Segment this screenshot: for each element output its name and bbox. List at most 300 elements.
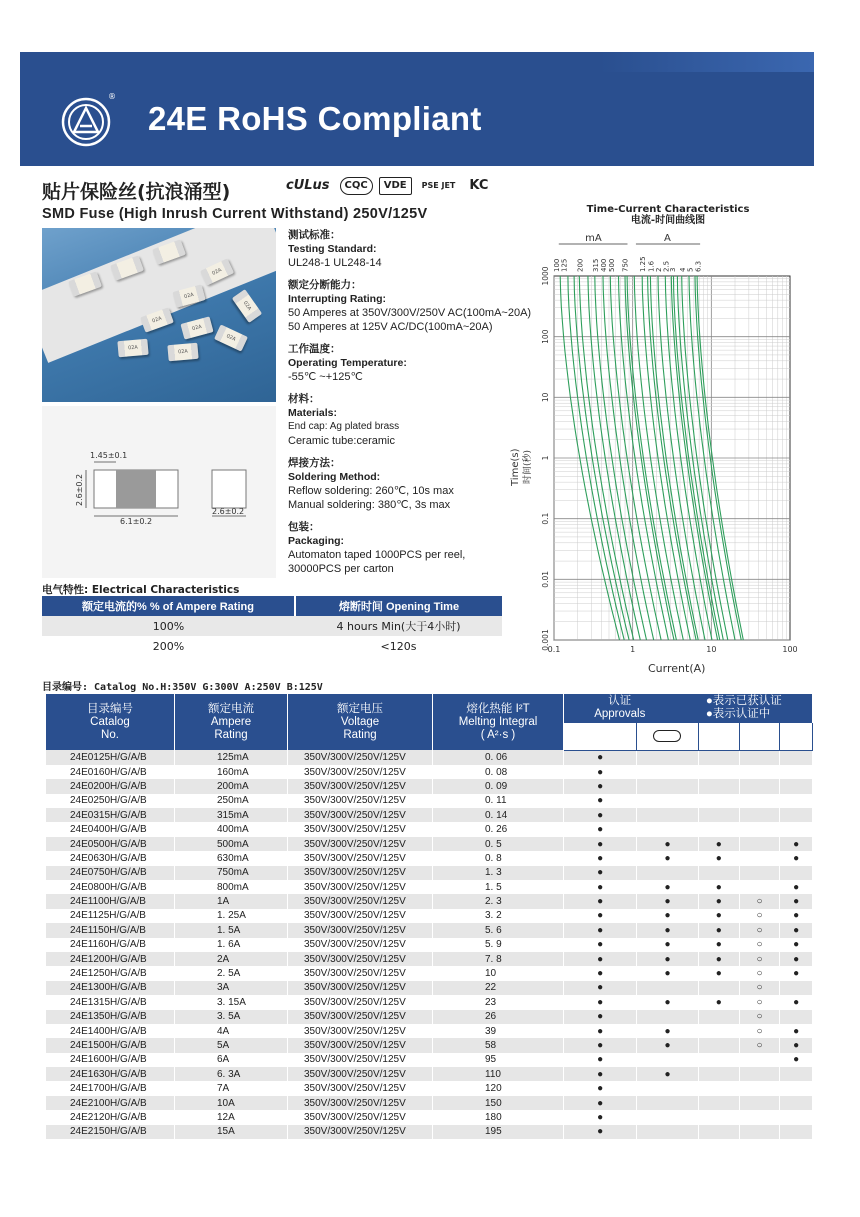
approval-mark bbox=[780, 1067, 813, 1081]
approval-mark: ● bbox=[564, 1053, 637, 1067]
table-cell: 350V/300V/250V/125V bbox=[288, 750, 433, 765]
x-tick-label: 100 bbox=[782, 645, 798, 654]
approval-mark bbox=[698, 765, 739, 779]
table-cell: 24E1100H/G/A/B bbox=[46, 894, 175, 908]
table-cell: 0. 09 bbox=[433, 779, 564, 793]
table-cell: 24E1400H/G/A/B bbox=[46, 1024, 175, 1038]
spec-label-en: Interrupting Rating: bbox=[288, 293, 386, 305]
table-cell: 350V/300V/250V/125V bbox=[288, 1067, 433, 1081]
header-line: Melting Integral bbox=[458, 715, 538, 728]
approval-mark: ● bbox=[698, 938, 739, 952]
header-line: Ampere bbox=[210, 715, 252, 728]
table-cell: 24E0125H/G/A/B bbox=[46, 750, 175, 765]
table-cell: 10A bbox=[175, 1096, 288, 1110]
table-cell: 6A bbox=[175, 1053, 288, 1067]
approval-mark bbox=[780, 822, 813, 836]
approval-mark bbox=[739, 851, 779, 865]
spec-value: UL248-1 UL248-14 bbox=[288, 257, 382, 269]
table-row bbox=[46, 1110, 813, 1124]
approval-mark bbox=[780, 981, 813, 995]
approval-mark: ● bbox=[780, 938, 813, 952]
table-cell: 350V/300V/250V/125V bbox=[288, 894, 433, 908]
approval-mark: ● bbox=[564, 1081, 637, 1095]
approval-mark: ● bbox=[564, 750, 637, 765]
table-row bbox=[46, 1010, 813, 1024]
top-tick-label: 2.5 bbox=[662, 260, 671, 272]
approval-mark: ● bbox=[780, 1053, 813, 1067]
approval-mark bbox=[780, 1010, 813, 1024]
approval-mark: ● bbox=[564, 1038, 637, 1052]
table-row bbox=[46, 1038, 813, 1052]
time-current-chart bbox=[508, 226, 808, 686]
table-cell: 350V/300V/250V/125V bbox=[288, 1010, 433, 1024]
approval-mark bbox=[637, 750, 698, 765]
spec-value: 30000PCS per carton bbox=[288, 563, 394, 575]
approval-mark bbox=[698, 1038, 739, 1052]
table-cell: 630mA bbox=[175, 851, 288, 865]
approval-mark: ● bbox=[564, 966, 637, 980]
table-cell: 24E0400H/G/A/B bbox=[46, 822, 175, 836]
product-title-en: SMD Fuse (High Inrush Current Withstand) 250V/125V bbox=[42, 206, 428, 222]
approval-mark: ● bbox=[698, 837, 739, 851]
approval-mark: ● bbox=[780, 851, 813, 865]
spec-list bbox=[288, 228, 540, 584]
approval-mark: ● bbox=[637, 880, 698, 894]
table-cell: 750mA bbox=[175, 866, 288, 880]
approval-mark: ○ bbox=[739, 1038, 779, 1052]
approval-mark bbox=[637, 765, 698, 779]
dimension-drawing-svg bbox=[42, 406, 276, 578]
table-cell: 250mA bbox=[175, 794, 288, 808]
approval-mark: ○ bbox=[739, 909, 779, 923]
table-cell: 150 bbox=[433, 1096, 564, 1110]
table-row bbox=[46, 851, 813, 865]
top-tick-label: 5 bbox=[686, 267, 695, 272]
table-cell: 24E1630H/G/A/B bbox=[46, 1067, 175, 1081]
table-row bbox=[46, 822, 813, 836]
approval-mark bbox=[739, 794, 779, 808]
fuse-chip: 02A bbox=[167, 343, 198, 362]
table-row bbox=[46, 837, 813, 851]
approval-mark: ● bbox=[637, 851, 698, 865]
table-row bbox=[46, 909, 813, 923]
y-axis-label: Time(s) bbox=[510, 448, 521, 486]
table-row bbox=[46, 1067, 813, 1081]
fuse-chip: 02A bbox=[172, 284, 205, 307]
table-cell: 0. 08 bbox=[433, 765, 564, 779]
header-line: 目录编号 bbox=[87, 702, 133, 715]
header-line: 认证 bbox=[608, 695, 632, 708]
approval-mark bbox=[698, 1125, 739, 1139]
table-cell: 350V/300V/250V/125V bbox=[288, 808, 433, 822]
electrical-row bbox=[42, 616, 502, 636]
chart-title-block bbox=[548, 204, 788, 226]
approval-mark bbox=[637, 1081, 698, 1095]
approval-mark bbox=[698, 1010, 739, 1024]
spec-label-en: Testing Standard: bbox=[288, 243, 377, 255]
approval-mark bbox=[698, 808, 739, 822]
approval-mark bbox=[780, 794, 813, 808]
catalog-title: 目录编号: Catalog No.H:350V G:300V A:250V B:125V bbox=[42, 682, 323, 693]
approval-mark bbox=[739, 1053, 779, 1067]
approval-mark: ● bbox=[780, 837, 813, 851]
table-cell: 350V/300V/250V/125V bbox=[288, 1038, 433, 1052]
spec-label-cn: 包装： bbox=[288, 521, 320, 533]
dim-label: 6.1±0.2 bbox=[120, 517, 153, 526]
table-cell: 350V/300V/250V/125V bbox=[288, 952, 433, 966]
spec-label-en: Packaging: bbox=[288, 535, 345, 547]
approval-mark bbox=[739, 822, 779, 836]
approval-mark: ● bbox=[780, 894, 813, 908]
spec-label-en: Operating Temperature: bbox=[288, 357, 407, 369]
table-cell: 110 bbox=[433, 1067, 564, 1081]
approval-mark bbox=[739, 1125, 779, 1139]
spec-soldering-method bbox=[288, 456, 540, 512]
approval-mark: ● bbox=[564, 1024, 637, 1038]
table-cell: 24E1160H/G/A/B bbox=[46, 938, 175, 952]
approval-mark: ● bbox=[780, 1038, 813, 1052]
approval-mark: ● bbox=[564, 794, 637, 808]
table-cell: 24E1350H/G/A/B bbox=[46, 1010, 175, 1024]
approval-mark: ○ bbox=[739, 894, 779, 908]
table-cell: 24E1200H/G/A/B bbox=[46, 952, 175, 966]
approval-mark bbox=[780, 808, 813, 822]
approval-mark: ● bbox=[780, 1024, 813, 1038]
approval-mark bbox=[739, 1110, 779, 1124]
table-cell: 350V/300V/250V/125V bbox=[288, 837, 433, 851]
table-cell: 350V/300V/250V/125V bbox=[288, 995, 433, 1009]
ul-cert-icon: cULus bbox=[286, 178, 330, 193]
approval-mark: ● bbox=[780, 880, 813, 894]
approval-mark: ● bbox=[637, 1024, 698, 1038]
table-cell: 0. 11 bbox=[433, 794, 564, 808]
table-cell: 400mA bbox=[175, 822, 288, 836]
approval-mark: ● bbox=[780, 952, 813, 966]
table-row bbox=[46, 1081, 813, 1095]
approval-mark: ● bbox=[564, 808, 637, 822]
approval-mark: ● bbox=[780, 966, 813, 980]
y-tick-label: 0.001 bbox=[541, 629, 550, 651]
table-cell: 350V/300V/250V/125V bbox=[288, 822, 433, 836]
table-cell: 1. 6A bbox=[175, 938, 288, 952]
approval-mark bbox=[698, 1053, 739, 1067]
approval-mark bbox=[637, 1010, 698, 1024]
y-tick-label: 10 bbox=[541, 392, 550, 403]
table-cell: 2. 3 bbox=[433, 894, 564, 908]
table-cell: 24E0630H/G/A/B bbox=[46, 851, 175, 865]
top-tick-label: 400 bbox=[600, 258, 609, 272]
y-tick-label: 0.01 bbox=[541, 570, 550, 588]
approval-mark: ● bbox=[637, 923, 698, 937]
table-cell: 350V/300V/250V/125V bbox=[288, 981, 433, 995]
approval-mark: ● bbox=[698, 923, 739, 937]
y-tick-label: 100 bbox=[541, 329, 550, 344]
approval-mark: ○ bbox=[739, 981, 779, 995]
approval-mark bbox=[698, 794, 739, 808]
kc-cert-icon: KC bbox=[469, 178, 489, 193]
approval-mark bbox=[637, 822, 698, 836]
approval-mark: ● bbox=[780, 995, 813, 1009]
approval-mark bbox=[637, 866, 698, 880]
table-row bbox=[46, 966, 813, 980]
approval-mark: ● bbox=[637, 909, 698, 923]
table-cell: 200mA bbox=[175, 779, 288, 793]
approval-mark bbox=[739, 1067, 779, 1081]
approval-mark: ○ bbox=[739, 923, 779, 937]
table-cell: 350V/300V/250V/125V bbox=[288, 851, 433, 865]
approval-mark bbox=[739, 1096, 779, 1110]
cqc-cert-icon: CQC bbox=[340, 177, 373, 195]
approval-mark bbox=[637, 808, 698, 822]
table-cell: 0. 14 bbox=[433, 808, 564, 822]
top-tick-label: 125 bbox=[560, 258, 569, 272]
table-cell: 350V/300V/250V/125V bbox=[288, 1096, 433, 1110]
spec-value: 50 Amperes at 350V/300V/250V AC(100mA~20A) bbox=[288, 307, 532, 319]
approval-mark: ● bbox=[780, 909, 813, 923]
y-tick-label: 0.1 bbox=[541, 512, 550, 525]
approval-mark bbox=[698, 1096, 739, 1110]
approval-mark bbox=[739, 750, 779, 765]
approval-mark bbox=[637, 1110, 698, 1124]
table-cell: 350V/300V/250V/125V bbox=[288, 909, 433, 923]
header-line: Catalog bbox=[90, 715, 130, 728]
approval-mark bbox=[637, 1053, 698, 1067]
table-cell: 24E1500H/G/A/B bbox=[46, 1038, 175, 1052]
approval-mark: ● bbox=[564, 995, 637, 1009]
dim-label: 1.45±0.1 bbox=[90, 451, 128, 460]
table-cell: 350V/300V/250V/125V bbox=[288, 866, 433, 880]
approval-mark: ○ bbox=[739, 952, 779, 966]
header-line: Rating bbox=[343, 728, 377, 741]
table-cell: 120 bbox=[433, 1081, 564, 1095]
table-cell: 24E2150H/G/A/B bbox=[46, 1125, 175, 1139]
table-cell: 24E2120H/G/A/B bbox=[46, 1110, 175, 1124]
approval-mark: ● bbox=[564, 1110, 637, 1124]
dim-label: 2.6±0.2 bbox=[75, 473, 84, 506]
approval-mark: ● bbox=[564, 880, 637, 894]
table-cell: 0. 26 bbox=[433, 822, 564, 836]
electrical-title: 电气特性: Electrical Characteristics bbox=[42, 584, 240, 596]
approval-mark: ● bbox=[637, 837, 698, 851]
cert-logos bbox=[282, 177, 492, 195]
x-tick-label: 1 bbox=[630, 645, 636, 654]
page-title: 24E RoHS Compliant bbox=[148, 100, 482, 137]
a-bracket-label: A bbox=[664, 233, 671, 244]
table-cell: 350V/300V/250V/125V bbox=[288, 1053, 433, 1067]
electrical-row bbox=[42, 636, 502, 656]
approval-mark bbox=[698, 1081, 739, 1095]
approval-mark bbox=[739, 765, 779, 779]
spec-value: End cap: Ag plated brass bbox=[288, 421, 400, 432]
approval-mark bbox=[698, 1067, 739, 1081]
table-cell: 39 bbox=[433, 1024, 564, 1038]
approval-mark bbox=[637, 1125, 698, 1139]
approval-mark: ● bbox=[637, 952, 698, 966]
table-cell: 24E1315H/G/A/B bbox=[46, 995, 175, 1009]
spec-packaging bbox=[288, 520, 540, 576]
table-cell: 24E0200H/G/A/B bbox=[46, 779, 175, 793]
top-tick-label: 315 bbox=[591, 258, 600, 272]
table-cell: 6. 3A bbox=[175, 1067, 288, 1081]
approval-mark: ● bbox=[780, 923, 813, 937]
table-cell: 24E0250H/G/A/B bbox=[46, 794, 175, 808]
approval-mark: ● bbox=[637, 938, 698, 952]
spec-value: 50 Amperes at 125V AC/DC(100mA~20A) bbox=[288, 321, 493, 333]
x-tick-label: 10 bbox=[706, 645, 717, 654]
approval-mark: ● bbox=[698, 966, 739, 980]
approval-mark: ● bbox=[564, 1125, 637, 1139]
col-header-ampere bbox=[175, 694, 288, 750]
top-tick-label: 1.6 bbox=[647, 260, 656, 272]
table-cell: 180 bbox=[433, 1110, 564, 1124]
spec-value: Ceramic tube:ceramic bbox=[288, 435, 395, 447]
fuse-chip: 02A bbox=[200, 258, 234, 285]
approval-mark: ● bbox=[564, 779, 637, 793]
chart-subtitle: 电流-时间曲线图 bbox=[630, 215, 706, 226]
table-cell: 5A bbox=[175, 1038, 288, 1052]
table-row bbox=[46, 808, 813, 822]
approval-mark bbox=[698, 822, 739, 836]
table-row bbox=[46, 981, 813, 995]
approval-mark: ● bbox=[564, 938, 637, 952]
vde-approval-icon: VDE bbox=[698, 723, 739, 750]
approval-mark: ● bbox=[637, 1038, 698, 1052]
table-cell: 24E0800H/G/A/B bbox=[46, 880, 175, 894]
table-cell: 350V/300V/250V/125V bbox=[288, 1024, 433, 1038]
top-tick-label: 3 bbox=[668, 267, 677, 272]
spec-value: -55℃ ~+125℃ bbox=[288, 371, 363, 383]
approval-mark bbox=[637, 779, 698, 793]
fuse-chip: 02A bbox=[117, 339, 148, 358]
table-cell: 1. 5A bbox=[175, 923, 288, 937]
table-cell: 0. 06 bbox=[433, 750, 564, 765]
spec-label-cn: 材料： bbox=[288, 393, 320, 405]
approval-mark: ● bbox=[564, 866, 637, 880]
approval-mark: ● bbox=[564, 822, 637, 836]
table-cell: 350V/300V/250V/125V bbox=[288, 966, 433, 980]
approval-mark bbox=[739, 779, 779, 793]
table-cell: 1. 5 bbox=[433, 880, 564, 894]
approval-mark bbox=[780, 1125, 813, 1139]
table-row bbox=[46, 1096, 813, 1110]
fuse-chip: 02A bbox=[180, 316, 213, 339]
table-row bbox=[46, 952, 813, 966]
spec-label-cn: 额定分断能力： bbox=[288, 279, 362, 291]
approval-mark bbox=[780, 750, 813, 765]
table-cell: 0. 5 bbox=[433, 837, 564, 851]
approval-mark bbox=[698, 866, 739, 880]
table-cell: 2A bbox=[175, 952, 288, 966]
approval-mark: ● bbox=[564, 952, 637, 966]
table-cell: 2. 5A bbox=[175, 966, 288, 980]
table-cell: 24E1700H/G/A/B bbox=[46, 1081, 175, 1095]
top-tick-label: 200 bbox=[576, 258, 585, 272]
spec-label-en: Materials: bbox=[288, 407, 338, 419]
ma-bracket-label: mA bbox=[585, 233, 602, 244]
chart-title: Time-Current Characteristics bbox=[586, 204, 750, 215]
approval-mark bbox=[637, 1096, 698, 1110]
table-cell: 24E2100H/G/A/B bbox=[46, 1096, 175, 1110]
kc-approval-icon: KC bbox=[780, 723, 813, 750]
brand-logo-icon bbox=[60, 96, 112, 148]
table-cell: 26 bbox=[433, 1010, 564, 1024]
approval-mark: ● bbox=[698, 851, 739, 865]
table-row bbox=[46, 866, 813, 880]
table-row bbox=[46, 1024, 813, 1038]
electrical-table bbox=[42, 596, 502, 656]
approval-mark bbox=[637, 794, 698, 808]
table-cell: 195 bbox=[433, 1125, 564, 1139]
fuse-chip: 02A bbox=[214, 324, 248, 351]
ul-approval-icon: cULus bbox=[564, 723, 637, 750]
table-cell: 350V/300V/250V/125V bbox=[288, 1125, 433, 1139]
electrical-cell: 4 hours Min(大于4小时) bbox=[295, 616, 502, 636]
header-line: No. bbox=[101, 728, 119, 741]
y-tick-label: 1000 bbox=[541, 266, 550, 286]
approval-mark: ● bbox=[564, 837, 637, 851]
approval-mark bbox=[780, 1110, 813, 1124]
spec-materials bbox=[288, 392, 540, 448]
approval-mark: ● bbox=[564, 1096, 637, 1110]
spec-value: Manual soldering: 380℃, 3s max bbox=[288, 499, 451, 511]
pse-cert-icon: PSE JET bbox=[421, 181, 456, 190]
approval-mark: ● bbox=[564, 851, 637, 865]
table-cell: 22 bbox=[433, 981, 564, 995]
spec-label-cn: 工作温度： bbox=[288, 343, 341, 355]
electrical-cell: 200% bbox=[152, 639, 185, 653]
table-cell: 1A bbox=[175, 894, 288, 908]
table-cell: 23 bbox=[433, 995, 564, 1009]
spec-value: Automaton taped 1000PCS per reel, bbox=[288, 549, 466, 561]
col-header-i2t bbox=[433, 694, 564, 750]
electrical-header: 额定电流的% % of Ampere Rating bbox=[42, 596, 295, 616]
col-header-catalog bbox=[46, 694, 175, 750]
table-cell: 350V/300V/250V/125V bbox=[288, 779, 433, 793]
legend-certified: ●表示已获认证 bbox=[705, 695, 782, 708]
table-cell: 350V/300V/250V/125V bbox=[288, 765, 433, 779]
vde-cert-icon: VDE bbox=[379, 177, 412, 195]
table-cell: 350V/300V/250V/125V bbox=[288, 880, 433, 894]
spec-value: Reflow soldering: 260℃, 10s max bbox=[288, 485, 454, 497]
top-tick-label: 100 bbox=[552, 258, 561, 272]
approval-mark: ○ bbox=[739, 995, 779, 1009]
table-cell: 24E1125H/G/A/B bbox=[46, 909, 175, 923]
table-cell: 24E1300H/G/A/B bbox=[46, 981, 175, 995]
approval-mark bbox=[698, 1110, 739, 1124]
top-tick-label: 4 bbox=[678, 267, 687, 272]
header-stripe bbox=[600, 52, 814, 72]
approval-mark: ● bbox=[564, 981, 637, 995]
table-cell: 350V/300V/250V/125V bbox=[288, 938, 433, 952]
approval-mark bbox=[780, 1081, 813, 1095]
approval-mark bbox=[698, 981, 739, 995]
approval-mark bbox=[780, 779, 813, 793]
table-cell: 0. 8 bbox=[433, 851, 564, 865]
table-cell: 5. 6 bbox=[433, 923, 564, 937]
catalog-table bbox=[46, 694, 813, 1139]
approval-mark: ● bbox=[698, 880, 739, 894]
approval-mark bbox=[739, 808, 779, 822]
header-line: Voltage bbox=[340, 715, 380, 728]
table-row bbox=[46, 938, 813, 952]
fuse-chip: 02A bbox=[232, 289, 262, 323]
spec-label-cn: 焊接方法： bbox=[288, 457, 341, 469]
electrical-cell: 100% bbox=[42, 616, 295, 636]
table-cell: 125mA bbox=[175, 750, 288, 765]
col-header-approvals bbox=[564, 694, 813, 723]
header-line: 额定电流 bbox=[208, 702, 254, 715]
top-tick-label: 6.3 bbox=[694, 260, 703, 272]
